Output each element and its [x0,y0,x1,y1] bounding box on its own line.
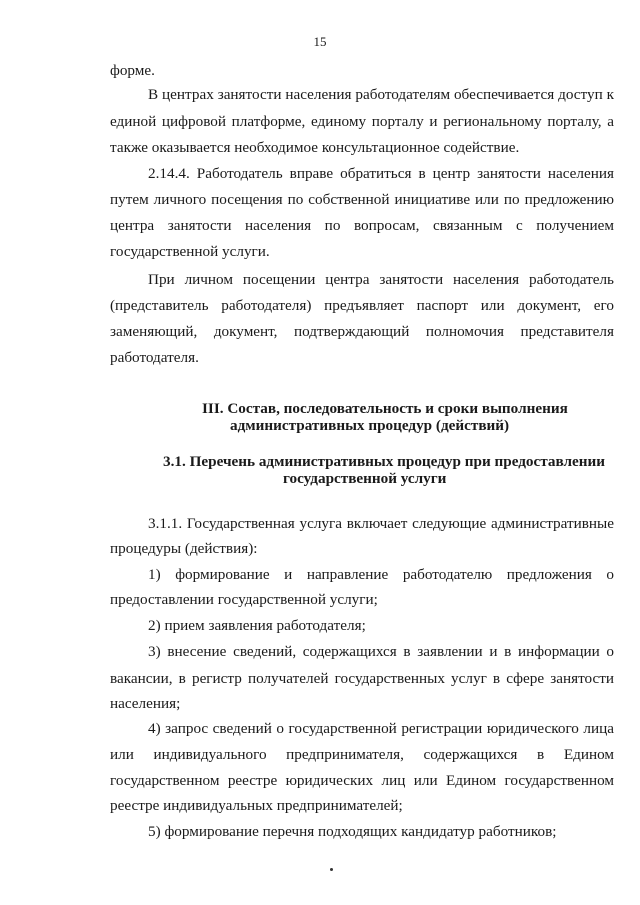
text-line: 3) внесение сведений, содержащихся в заявлении и в информации о [148,643,614,660]
text-line: процедуры (действия): [110,540,258,557]
page-number: 15 [313,34,327,49]
text-line: центра занятости населения по вопросам, связанным с получением [110,217,614,234]
text-line: государственном реестре юридических лиц или Едином государственном [110,772,614,789]
text-line: (представитель работодателя) предъявляет паспорт или документ, его [110,297,614,314]
scan-speck [330,868,333,871]
text-line: форме. [110,62,155,79]
text-line: государственной услуги. [110,243,270,260]
section-heading: III. Состав, последовательность и сроки выполнения [202,400,568,417]
text-line: путем личного посещения по собственной инициативе или по предложению [110,191,614,208]
text-line: В центрах занятости населения работодателям обеспечивается доступ к [148,86,614,103]
text-line: При личном посещении центра занятости населения работодатель [148,271,614,288]
subsection-heading: 3.1. Перечень административных процедур при предоставлении [163,453,606,470]
text-line: 3.1.1. Государственная услуга включает следующие административные [148,515,614,532]
text-line: предоставлении государственной услуги; [110,591,378,608]
subsection-heading: государственной услуги [283,470,447,487]
text-line: заменяющий, документ, подтверждающий полномочия представителя [110,323,614,340]
text-line: работодателя. [110,349,199,366]
section-heading: административных процедур (действий) [230,417,510,434]
text-line: 2) прием заявления работодателя; [148,617,366,634]
text-line: 1) формирование и направление работодателю предложения о [148,566,614,583]
text-line: реестре индивидуальных предпринимателей; [110,797,403,814]
text-line: единой цифровой платформе, единому порталу и региональному порталу, а [110,113,614,130]
text-line: населения; [110,695,181,712]
text-line: 2.14.4. Работодатель вправе обратиться в центр занятости населения [148,165,614,182]
text-line: 5) формирование перечня подходящих кандидатур работников; [148,823,557,840]
text-line: или индивидуального предпринимателя, содержащихся в Едином [110,746,614,763]
text-line: вакансии, в регистр получателей государственных услуг в сфере занятости [110,670,614,687]
text-line: также оказывается необходимое консультационное содействие. [110,139,520,156]
text-line: 4) запрос сведений о государственной регистрации юридического лица [148,720,614,737]
